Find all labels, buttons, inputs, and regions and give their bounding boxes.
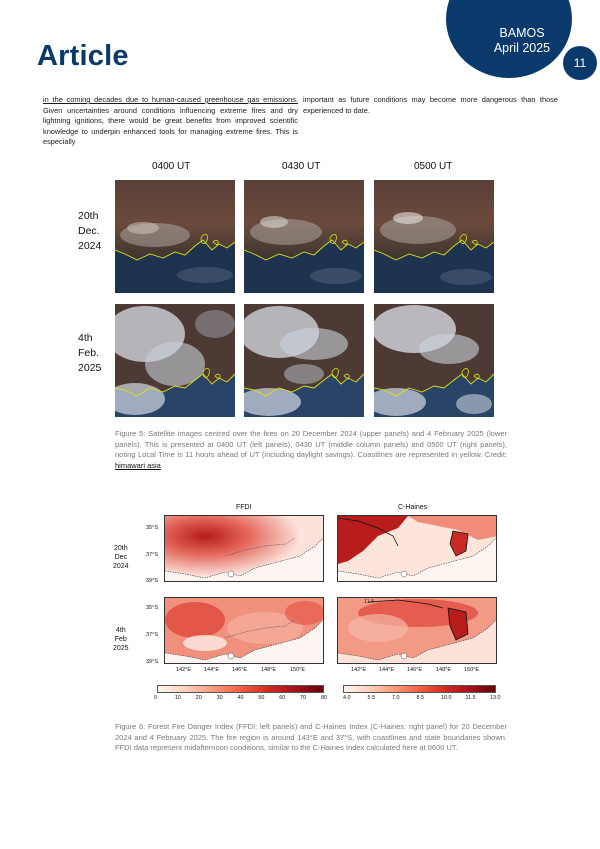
ffdi-tick-label: 20: [195, 695, 202, 701]
lon-label-150e: 150°E: [464, 667, 480, 673]
ffdi-tick-label: 10: [174, 695, 181, 701]
row-label-day: 4th: [78, 332, 93, 344]
ffdi-tick-label: 0: [154, 695, 157, 701]
chaines-tick-label: 13.0: [490, 695, 501, 701]
satellite-image-dec-0430: [244, 180, 364, 293]
header-badge-text: [468, 26, 576, 56]
fig5-row-label-dec: [78, 209, 101, 254]
row-label-year: 2025: [78, 362, 102, 374]
ffdi-colorbar: [157, 685, 324, 693]
row-label-year: 2025: [113, 645, 129, 652]
chaines-tick-label: 7.0: [392, 695, 400, 701]
row-label-month: Dec: [114, 554, 128, 561]
section-title: Article: [37, 40, 129, 72]
satellite-image-feb-0400: [115, 304, 235, 417]
lon-label-144e: 144°E: [379, 667, 395, 673]
ffdi-tick-label: 70: [300, 695, 307, 701]
lon-label-146e: 146°E: [232, 667, 248, 673]
emissions-link[interactable]: in the coming decades due to human-caused greenhouse gas emissions.: [43, 95, 298, 104]
fig5-row-label-feb: [78, 331, 101, 376]
body-text-left: Given uncertainties around conditions influencing extreme fires and dry lightning ignitions, there would be great benefits from improved scientific knowledge to underpin enhanced tools for managing extreme fires. This is especially: [43, 105, 298, 147]
figure6-caption: Figure 6: Forest Fire Danger Index (FFDI: left panels) and C-Haines Index (C-Haines: right panel) for 20 December 2024 and 4 February 2025. The fire region is around 143°E and 37°S, with coastlines and state boundaries shown. FFDI data represent midafternoon conditions, similar to the C-Haines Index calculated here at 0600 UT.: [115, 722, 507, 753]
badge-issue-date: April 2025: [493, 41, 551, 55]
himawari-credit-link[interactable]: himawari asia: [115, 460, 161, 470]
chaines-tick-label: 8.5: [416, 695, 424, 701]
chaines-map-feb: [337, 597, 497, 664]
lon-label-146e: 146°E: [407, 667, 423, 673]
row-label-day: 4th: [115, 627, 126, 634]
chaines-tick-label: 5.5: [367, 695, 375, 701]
chaines-map-dec: [337, 515, 497, 582]
contour-label: 11.5: [364, 599, 375, 605]
satellite-image-dec-0400: [115, 180, 235, 293]
figure5-caption: [115, 429, 507, 471]
page-number: 11: [563, 46, 597, 80]
figure5-caption-text: Figure 5: Satellite images centred over the fires on 20 December 2024 (upper panels) and 4 February 2025 (lower panels). This is presented at 0400 UT (left panels), 0430 UT (middle column panels) and 0500 UT (right panels), noting Local Time is 11 hours ahead of UT (including daylight savings). Coastlines are represented in yellow. Credit:: [115, 429, 507, 460]
row-label-month: Feb: [114, 636, 127, 643]
row-label-day: 20th: [113, 545, 128, 552]
lon-label-148e: 148°E: [436, 667, 452, 673]
ffdi-tick-label: 50: [258, 695, 265, 701]
satellite-image-feb-0500: [374, 304, 494, 417]
ffdi-map-feb: [164, 597, 324, 664]
fig6-row-label-feb: [113, 626, 129, 653]
chaines-colorbar: [343, 685, 496, 693]
ffdi-tick-label: 40: [237, 695, 244, 701]
body-column-right: important as future conditions may become more dangerous than those experienced to date.: [303, 95, 558, 115]
row-label-year: 2024: [78, 240, 102, 252]
lat-label-39s: 39°S: [146, 659, 158, 665]
body-column-left: [43, 95, 298, 148]
fig5-header-0500: 0500 UT: [414, 161, 453, 172]
lon-label-142e: 142°E: [351, 667, 367, 673]
row-label-month: Feb.: [78, 347, 100, 359]
lon-label-150e: 150°E: [290, 667, 306, 673]
lat-label-37s: 37°S: [146, 552, 158, 558]
chaines-tick-label: 11.5: [465, 695, 476, 701]
ffdi-tick-label: 80: [321, 695, 327, 701]
chaines-tick-label: 4.0: [343, 695, 351, 701]
badge-publication: BAMOS: [499, 26, 545, 40]
lon-label-142e: 142°E: [176, 667, 192, 673]
lat-label-35s: 35°S: [146, 525, 158, 531]
chaines-tick-label: 10.0: [441, 695, 452, 701]
row-label-day: 20th: [78, 210, 99, 222]
row-label-year: 2024: [113, 563, 129, 570]
ffdi-tick-label: 30: [216, 695, 223, 701]
fig5-header-0430: 0430 UT: [282, 161, 321, 172]
satellite-image-dec-0500: [374, 180, 494, 293]
chaines-panel-title: C-Haines: [398, 504, 428, 511]
lat-label-35s: 35°S: [146, 605, 158, 611]
fig6-row-label-dec: [113, 544, 129, 571]
satellite-image-feb-0430: [244, 304, 364, 417]
ffdi-tick-label: 60: [279, 695, 286, 701]
lat-label-39s: 39°S: [146, 578, 158, 584]
ffdi-panel-title: FFDI: [236, 504, 252, 511]
lon-label-148e: 148°E: [261, 667, 277, 673]
row-label-month: Dec.: [78, 225, 100, 237]
lon-label-144e: 144°E: [204, 667, 220, 673]
lat-label-37s: 37°S: [146, 632, 158, 638]
fig5-header-0400: 0400 UT: [152, 161, 191, 172]
ffdi-map-dec: [164, 515, 324, 582]
